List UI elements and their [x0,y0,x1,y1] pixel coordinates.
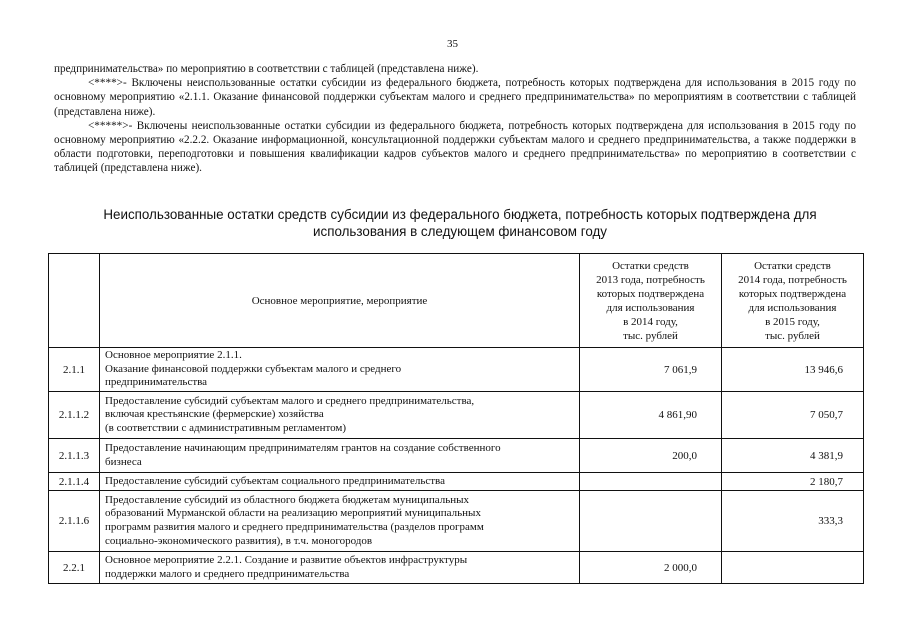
row-value-2013: 4 861,90 [580,392,722,439]
intro-paragraph-3: <*****>- Включены неиспользованные остатки субсидии из федерального бюджета, потребность которых подтверждена для использования в 2015 году по основному мероприятию «2.2.2. Оказание информационной, консультационной поддержки субъектам малого и среднего предпринимательства, а также поддержки в области подготовки, переподготовки и повышения квалификации кадров субъектов малого и среднего предпринимательства» по мероприятию в соответствии с таблицей (представлена ниже). [54,119,856,175]
row-value-2014: 2 180,7 [722,473,864,491]
row-value-2014: 7 050,7 [722,392,864,439]
row-number: 2.1.1.6 [49,491,100,552]
row-value-2013: 2 000,0 [580,552,722,584]
header-activity: Основное мероприятие, мероприятие [100,254,580,348]
section-title-line-2: использования в следующем финансовом году [313,224,607,239]
row-number: 2.1.1.4 [49,473,100,491]
row-value-2014: 4 381,9 [722,439,864,473]
table-body [49,348,864,584]
intro-paragraph-1: предпринимательства» по мероприятию в соответствии с таблицей (представлена ниже). [54,63,479,75]
subsidy-table [48,253,864,584]
row-value-2013: 200,0 [580,439,722,473]
row-value-2014: 333,3 [722,491,864,552]
row-value-2014: 13 946,6 [722,348,864,392]
row-number: 2.1.1 [49,348,100,392]
table-row [49,439,864,473]
row-value-2013 [580,491,722,552]
intro-text [54,62,856,176]
row-value-2014 [722,552,864,584]
table-header [49,254,864,348]
table-row [49,348,864,392]
row-activity: Основное мероприятие 2.2.1. Создание и развитие объектов инфраструктуры поддержки малого и среднего предпринимательства [100,552,580,584]
section-title [80,206,840,240]
row-number: 2.1.1.2 [49,392,100,439]
row-number: 2.1.1.3 [49,439,100,473]
intro-paragraph-2: <****>- Включены неиспользованные остатки субсидии из федерального бюджета, потребность которых подтверждена для использования в 2015 году по основному мероприятию «2.1.1. Оказание финансовой поддержки субъектам малого и среднего предпринимательства» по мероприятиям в соответствии с таблицей (представлена ниже). [54,77,856,118]
table-row [49,552,864,584]
table-header-row [49,254,864,348]
table-row [49,392,864,439]
row-activity: Предоставление субсидий субъектам социального предпринимательства [100,473,580,491]
header-remainder-2014: Остатки средств 2014 года, потребность которых подтверждена для использования в 2015 году, тыс. рублей [722,254,864,348]
table-row [49,491,864,552]
header-number [49,254,100,348]
row-value-2013 [580,473,722,491]
row-activity: Основное мероприятие 2.1.1. Оказание финансовой поддержки субъектам малого и среднего предпринимательства [100,348,580,392]
row-activity: Предоставление субсидий субъектам малого и среднего предпринимательства, включая крестьянские (фермерские) хозяйства (в соответствии с административным регламентом) [100,392,580,439]
page-number: 35 [447,38,458,50]
row-number: 2.2.1 [49,552,100,584]
table-row [49,473,864,491]
section-title-line-1: Неиспользованные остатки средств субсидии из федерального бюджета, потребность которых подтверждена для [103,207,817,222]
row-activity: Предоставление субсидий из областного бюджета бюджетам муниципальных образований Мурманской области на реализацию мероприятий муниципальных программ развития малого и среднего предпринимательства (разделов программ социально-экономического развития), в т.ч. моногородов [100,491,580,552]
header-remainder-2013: Остатки средств 2013 года, потребность которых подтверждена для использования в 2014 году, тыс. рублей [580,254,722,348]
row-value-2013: 7 061,9 [580,348,722,392]
row-activity: Предоставление начинающим предпринимателям грантов на создание собственного бизнеса [100,439,580,473]
